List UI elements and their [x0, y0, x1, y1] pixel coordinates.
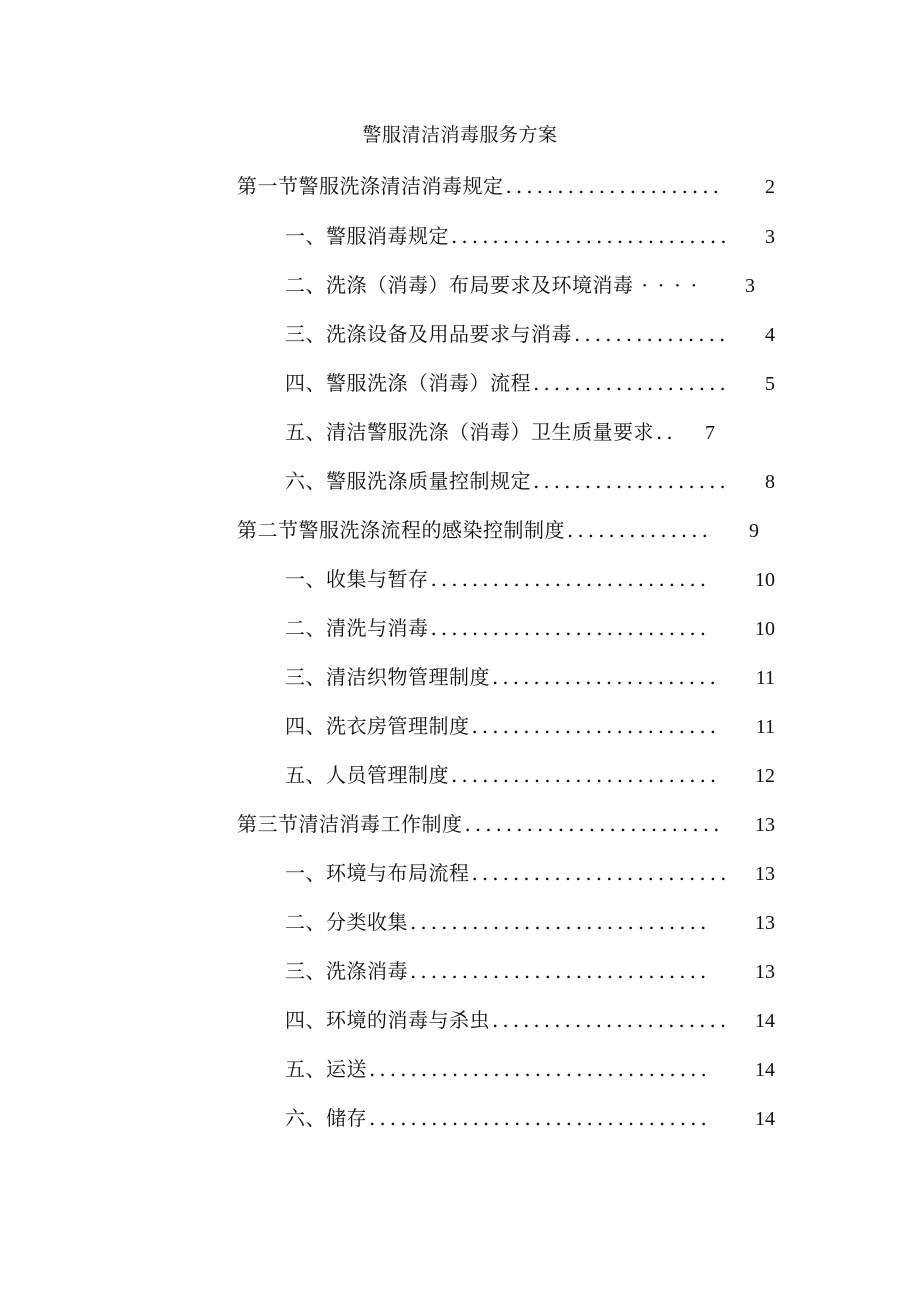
toc-entry-leader: ........................: [471, 714, 721, 738]
toc-entry-label: 一、警服消毒规定: [285, 224, 449, 248]
toc-entry-page-number: 14: [755, 1108, 775, 1130]
toc-entry[interactable]: [285, 761, 775, 789]
toc-entry[interactable]: [285, 1006, 775, 1034]
toc-entry-label: 二、洗涤（消毒）布局要求及环境消毒: [285, 273, 634, 297]
toc-entry-label: 四、警服洗涤（消毒）流程: [285, 371, 531, 395]
toc-entry[interactable]: [237, 516, 759, 544]
toc-entry[interactable]: [285, 859, 775, 887]
toc-entry-page-number: 8: [765, 471, 775, 493]
toc-entry-leader: .................................: [369, 1057, 711, 1081]
toc-entry-label: 一、收集与暂存: [285, 567, 429, 591]
toc-entry-page-number: 3: [765, 226, 775, 248]
toc-entry[interactable]: [285, 614, 775, 642]
toc-entry[interactable]: [285, 271, 755, 299]
toc-entry[interactable]: [285, 908, 775, 936]
toc-entry-page-number: 14: [755, 1010, 775, 1032]
toc-entry-page-number: 12: [755, 765, 775, 787]
toc-entry[interactable]: [285, 663, 775, 691]
toc-entry-label: 六、储存: [285, 1106, 367, 1130]
toc-entry-page-number: 10: [755, 618, 775, 640]
toc-entry-label: 五、清洁警服洗涤（消毒）卫生质量要求: [285, 420, 654, 444]
toc-entry-leader: ...........................: [430, 616, 711, 640]
toc-entry-label: 第一节警服洗涤清洁消毒规定: [237, 174, 504, 198]
toc-entry[interactable]: [237, 172, 775, 200]
toc-entry-leader: ..........................: [451, 763, 721, 787]
toc-entry-page-number: 13: [755, 863, 775, 885]
toc-entry-label: 三、洗涤设备及用品要求与消毒: [285, 322, 572, 346]
toc-entry-page-number: 11: [755, 667, 775, 689]
toc-entry[interactable]: [285, 957, 775, 985]
toc-entry-page-number: 13: [755, 814, 775, 836]
toc-entry[interactable]: [285, 320, 775, 348]
toc-entry-leader: ..: [656, 420, 677, 444]
toc-entry-leader: .....................: [505, 174, 724, 198]
toc-entry-label: 五、人员管理制度: [285, 763, 449, 787]
toc-entry-page-number: 14: [755, 1059, 775, 1081]
toc-entry[interactable]: [285, 222, 775, 250]
toc-entry-page-number: 11: [755, 716, 775, 738]
toc-entry-leader: .................................: [369, 1106, 711, 1130]
toc-entry-leader: ..............: [567, 518, 713, 542]
toc-entry-page-number: 9: [749, 520, 759, 542]
toc-entry-label: 三、洗涤消毒: [285, 959, 408, 983]
toc-entry-leader: .............................: [410, 959, 711, 983]
toc-entry-leader: .............................: [410, 910, 711, 934]
toc-entry[interactable]: [237, 810, 775, 838]
toc-entry-leader: .........................: [471, 861, 731, 885]
toc-entry-leader: ...........................: [451, 224, 731, 248]
toc-entry-label: 第三节清洁消毒工作制度: [237, 812, 463, 836]
toc-entry-leader: ...............: [574, 322, 730, 346]
toc-entry-leader: .........................: [464, 812, 724, 836]
toc-entry-label: 四、洗衣房管理制度: [285, 714, 470, 738]
toc-entry-page-number: 7: [705, 422, 715, 444]
toc-entry-label: 二、分类收集: [285, 910, 408, 934]
toc-entry-page-number: 5: [765, 373, 775, 395]
toc-entry[interactable]: [285, 1055, 775, 1083]
toc-entry-label: 六、警服洗涤质量控制规定: [285, 469, 531, 493]
toc-entry-page-number: 2: [765, 176, 775, 198]
toc-entry-label: 第二节警服洗涤流程的感染控制制度: [237, 518, 565, 542]
toc-entry[interactable]: [285, 467, 775, 495]
toc-entry-leader: ...................: [533, 371, 730, 395]
toc-entry-page-number: 13: [755, 912, 775, 934]
toc-entry[interactable]: [285, 1104, 775, 1132]
toc-entry[interactable]: [285, 712, 775, 740]
toc-entry[interactable]: [285, 369, 775, 397]
toc-entry-page-number: 3: [745, 275, 755, 297]
toc-entry-page-number: 4: [765, 324, 775, 346]
toc-entry-leader: .......................: [492, 1008, 731, 1032]
toc-entry-page-number: 10: [755, 569, 775, 591]
toc-entry-leader: ····: [641, 273, 707, 297]
toc-entry-leader: ...........................: [430, 567, 711, 591]
toc-entry[interactable]: [285, 565, 775, 593]
toc-entry-label: 三、清洁织物管理制度: [285, 665, 490, 689]
toc-entry-label: 二、清洗与消毒: [285, 616, 429, 640]
toc-entry-leader: ...................: [533, 469, 730, 493]
toc-entry-page-number: 13: [755, 961, 775, 983]
toc-entry-label: 五、运送: [285, 1057, 367, 1081]
document-title: 警服清洁消毒服务方案: [362, 124, 558, 146]
toc-entry-leader: ......................: [492, 665, 720, 689]
toc-entry-label: 四、环境的消毒与杀虫: [285, 1008, 490, 1032]
toc-entry-label: 一、环境与布局流程: [285, 861, 470, 885]
toc-entry[interactable]: [285, 418, 715, 446]
